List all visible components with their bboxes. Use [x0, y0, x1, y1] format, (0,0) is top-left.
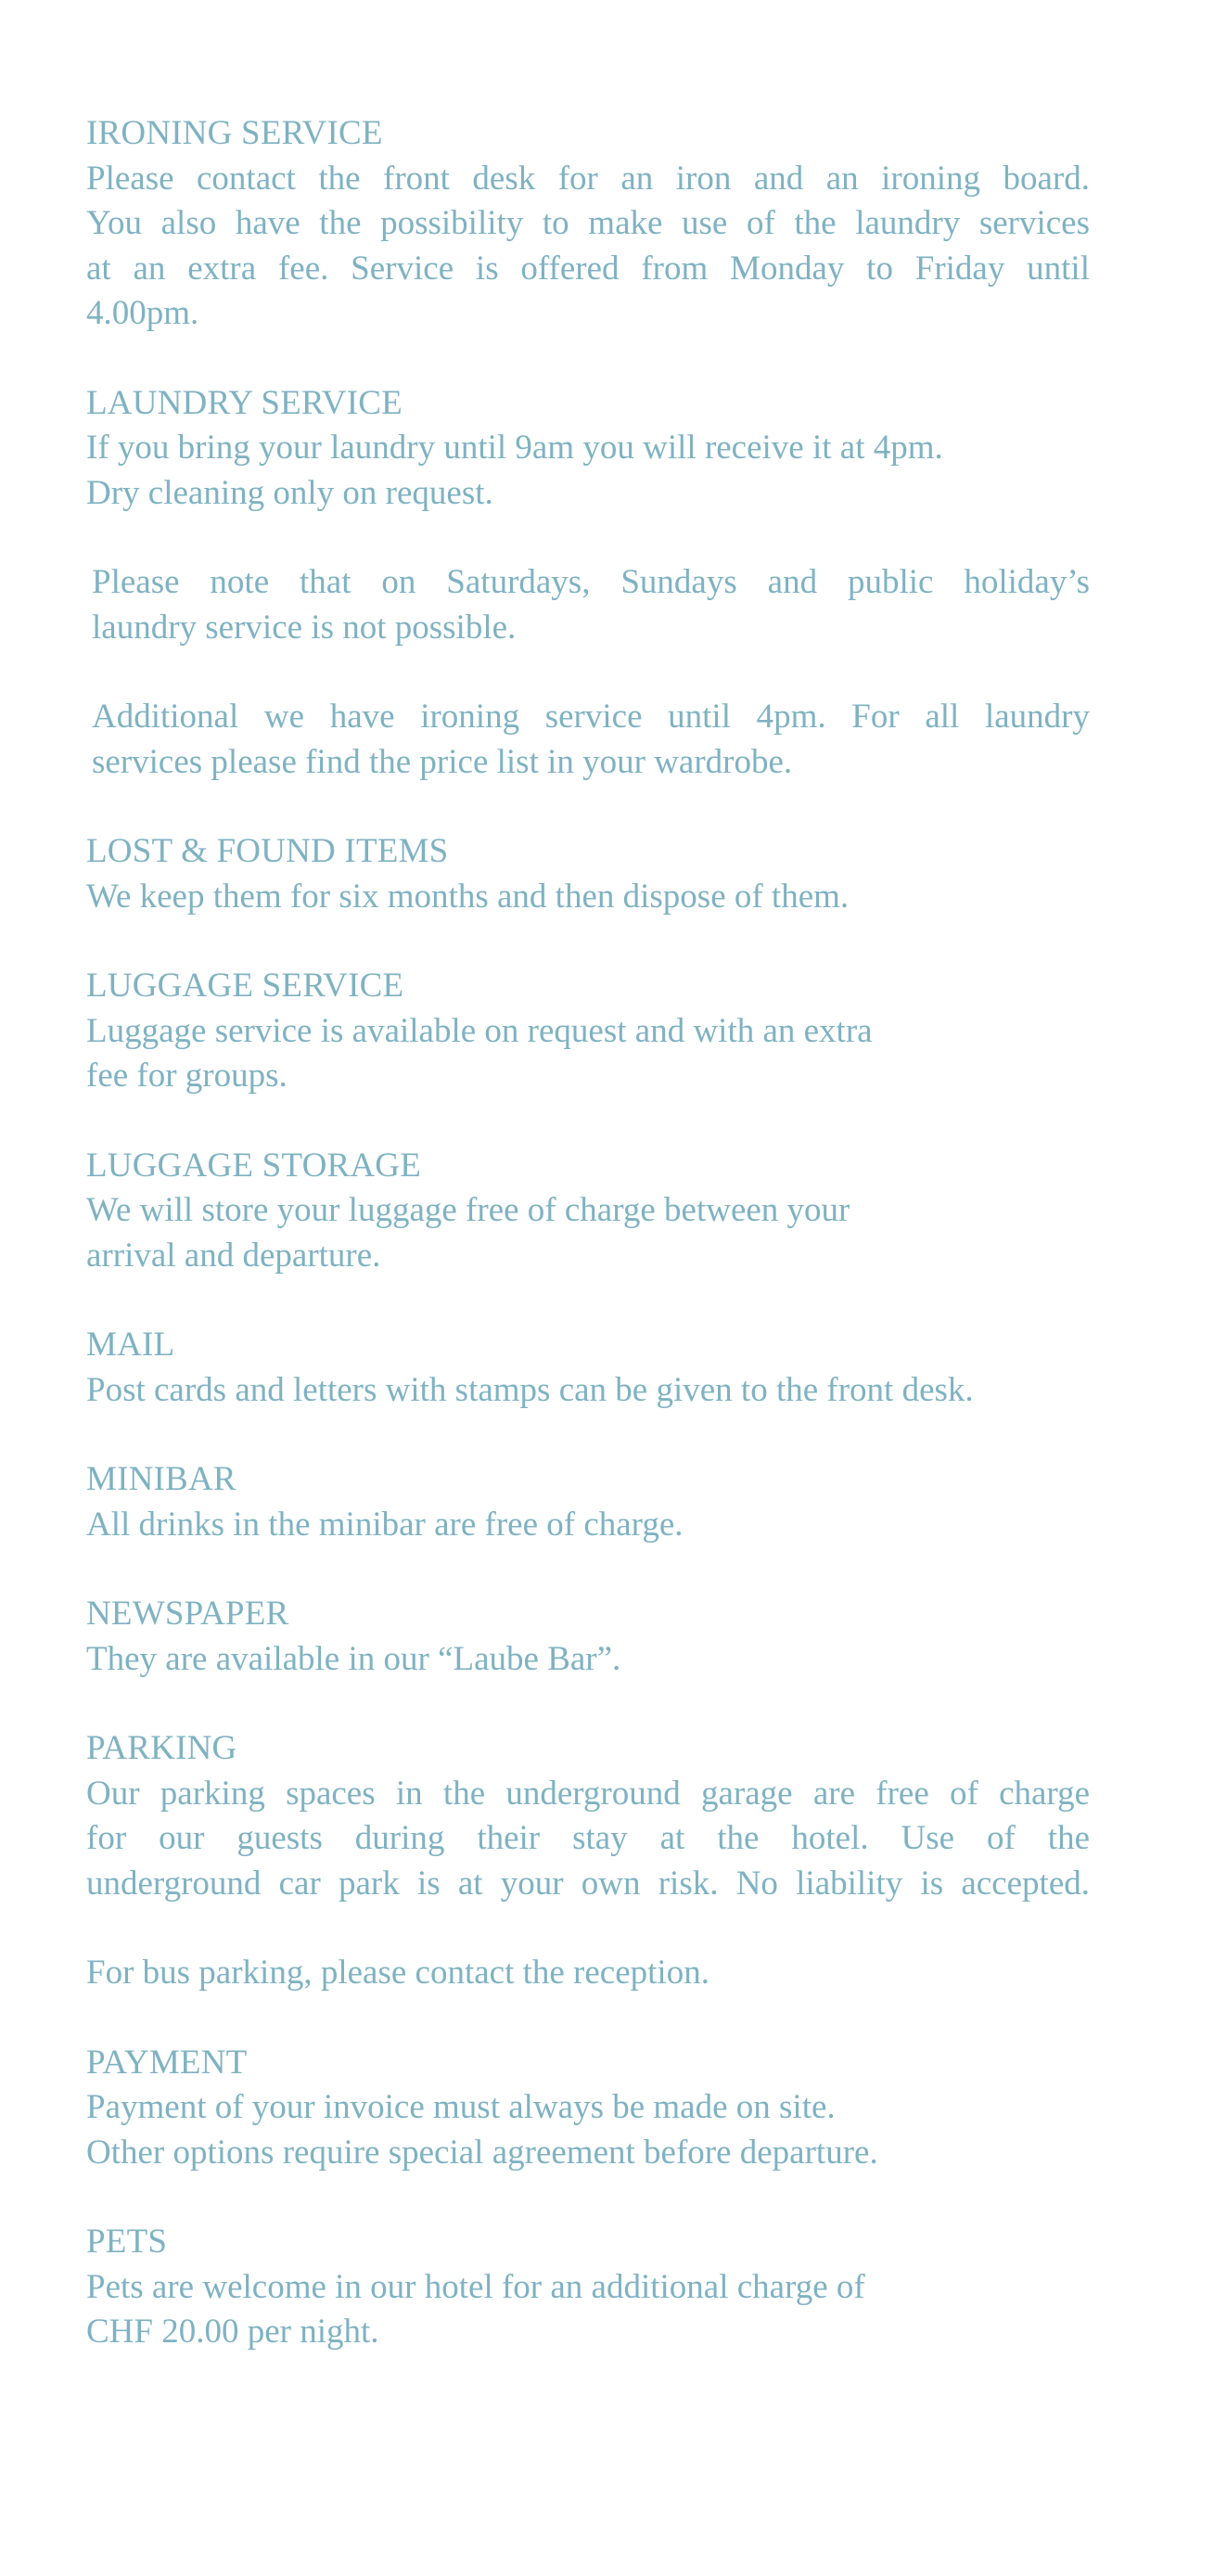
body-line: 4.00pm.: [86, 294, 199, 332]
payment-section: [86, 2041, 1090, 2176]
body-line: Post cards and letters with stamps can be given to the front desk.: [86, 1370, 974, 1409]
body-line: arrival and departure.: [86, 1236, 381, 1275]
body-line: Our parking spaces in the underground garage are free of charge: [86, 1774, 1090, 1813]
body-line: for our guests during their stay at the hotel. Use of the: [86, 1819, 1090, 1857]
section-title: IRONING SERVICE: [86, 114, 383, 152]
laundry-weekend-note: [86, 560, 1090, 650]
body-line: Additional we have ironing service until 4pm. For all laundry: [92, 698, 1090, 736]
luggage-service-section: [86, 964, 1090, 1099]
section-title: LUGGAGE SERVICE: [86, 967, 404, 1005]
body-line: They are available in our “Laube Bar”.: [86, 1639, 621, 1678]
body-line: Please contact the front desk for an iron and an ironing board.: [86, 159, 1090, 198]
body-line: Pets are welcome in our hotel for an additional charge of: [86, 2267, 865, 2306]
section-title: NEWSPAPER: [86, 1595, 289, 1633]
mail-section: [86, 1323, 1090, 1413]
section-title: PARKING: [86, 1729, 237, 1767]
body-line: at an extra fee. Service is offered from Monday to Friday until: [86, 249, 1090, 288]
section-title: PETS: [86, 2223, 168, 2261]
body-line: Payment of your invoice must always be made on site.: [86, 2088, 836, 2126]
body-line: We keep them for six months and then dispose of them.: [86, 877, 850, 916]
section-title: MINIBAR: [86, 1460, 236, 1498]
parking-section: [86, 1726, 1090, 1906]
body-line: All drinks in the minibar are free of charge.: [86, 1505, 684, 1544]
body-line: services please find the price list in your wardrobe.: [92, 742, 793, 781]
body-line: Other options require special agreement before departure.: [86, 2133, 878, 2172]
body-line: laundry service is not possible.: [92, 608, 517, 647]
body-line: Luggage service is available on request and with an extra: [86, 1011, 873, 1050]
laundry-section: [86, 381, 1090, 517]
body-line: CHF 20.00 per night.: [86, 2313, 379, 2351]
section-title: PAYMENT: [86, 2043, 248, 2082]
body-line: You also have the possibility to make use of the laundry services: [86, 204, 1090, 242]
luggage-storage-section: [86, 1144, 1090, 1279]
laundry-ironing-note: [86, 695, 1090, 785]
ironing-section: [86, 111, 1090, 337]
lost-found-section: [86, 829, 1090, 919]
body-line: underground car park is at your own risk. No liability is accepted.: [86, 1864, 1090, 1903]
body-line: For bus parking, please contact the reception.: [86, 1954, 709, 1992]
body-line: Dry cleaning only on request.: [86, 473, 493, 512]
newspaper-section: [86, 1592, 1090, 1682]
section-title: LAUNDRY SERVICE: [86, 383, 403, 422]
section-title: LOST & FOUND ITEMS: [86, 832, 449, 870]
minibar-section: [86, 1457, 1090, 1547]
body-line: Please note that on Saturdays, Sundays and public holiday’s: [92, 563, 1090, 601]
bus-parking-note: [86, 1951, 1090, 1996]
info-document: [86, 111, 1090, 2400]
pets-section: [86, 2220, 1090, 2355]
section-title: LUGGAGE STORAGE: [86, 1146, 422, 1185]
body-line: We will store your luggage free of charge between your: [86, 1191, 850, 1229]
body-line: If you bring your laundry until 9am you will receive it at 4pm.: [86, 429, 943, 467]
body-line: fee for groups.: [86, 1057, 288, 1095]
section-title: MAIL: [86, 1326, 175, 1364]
